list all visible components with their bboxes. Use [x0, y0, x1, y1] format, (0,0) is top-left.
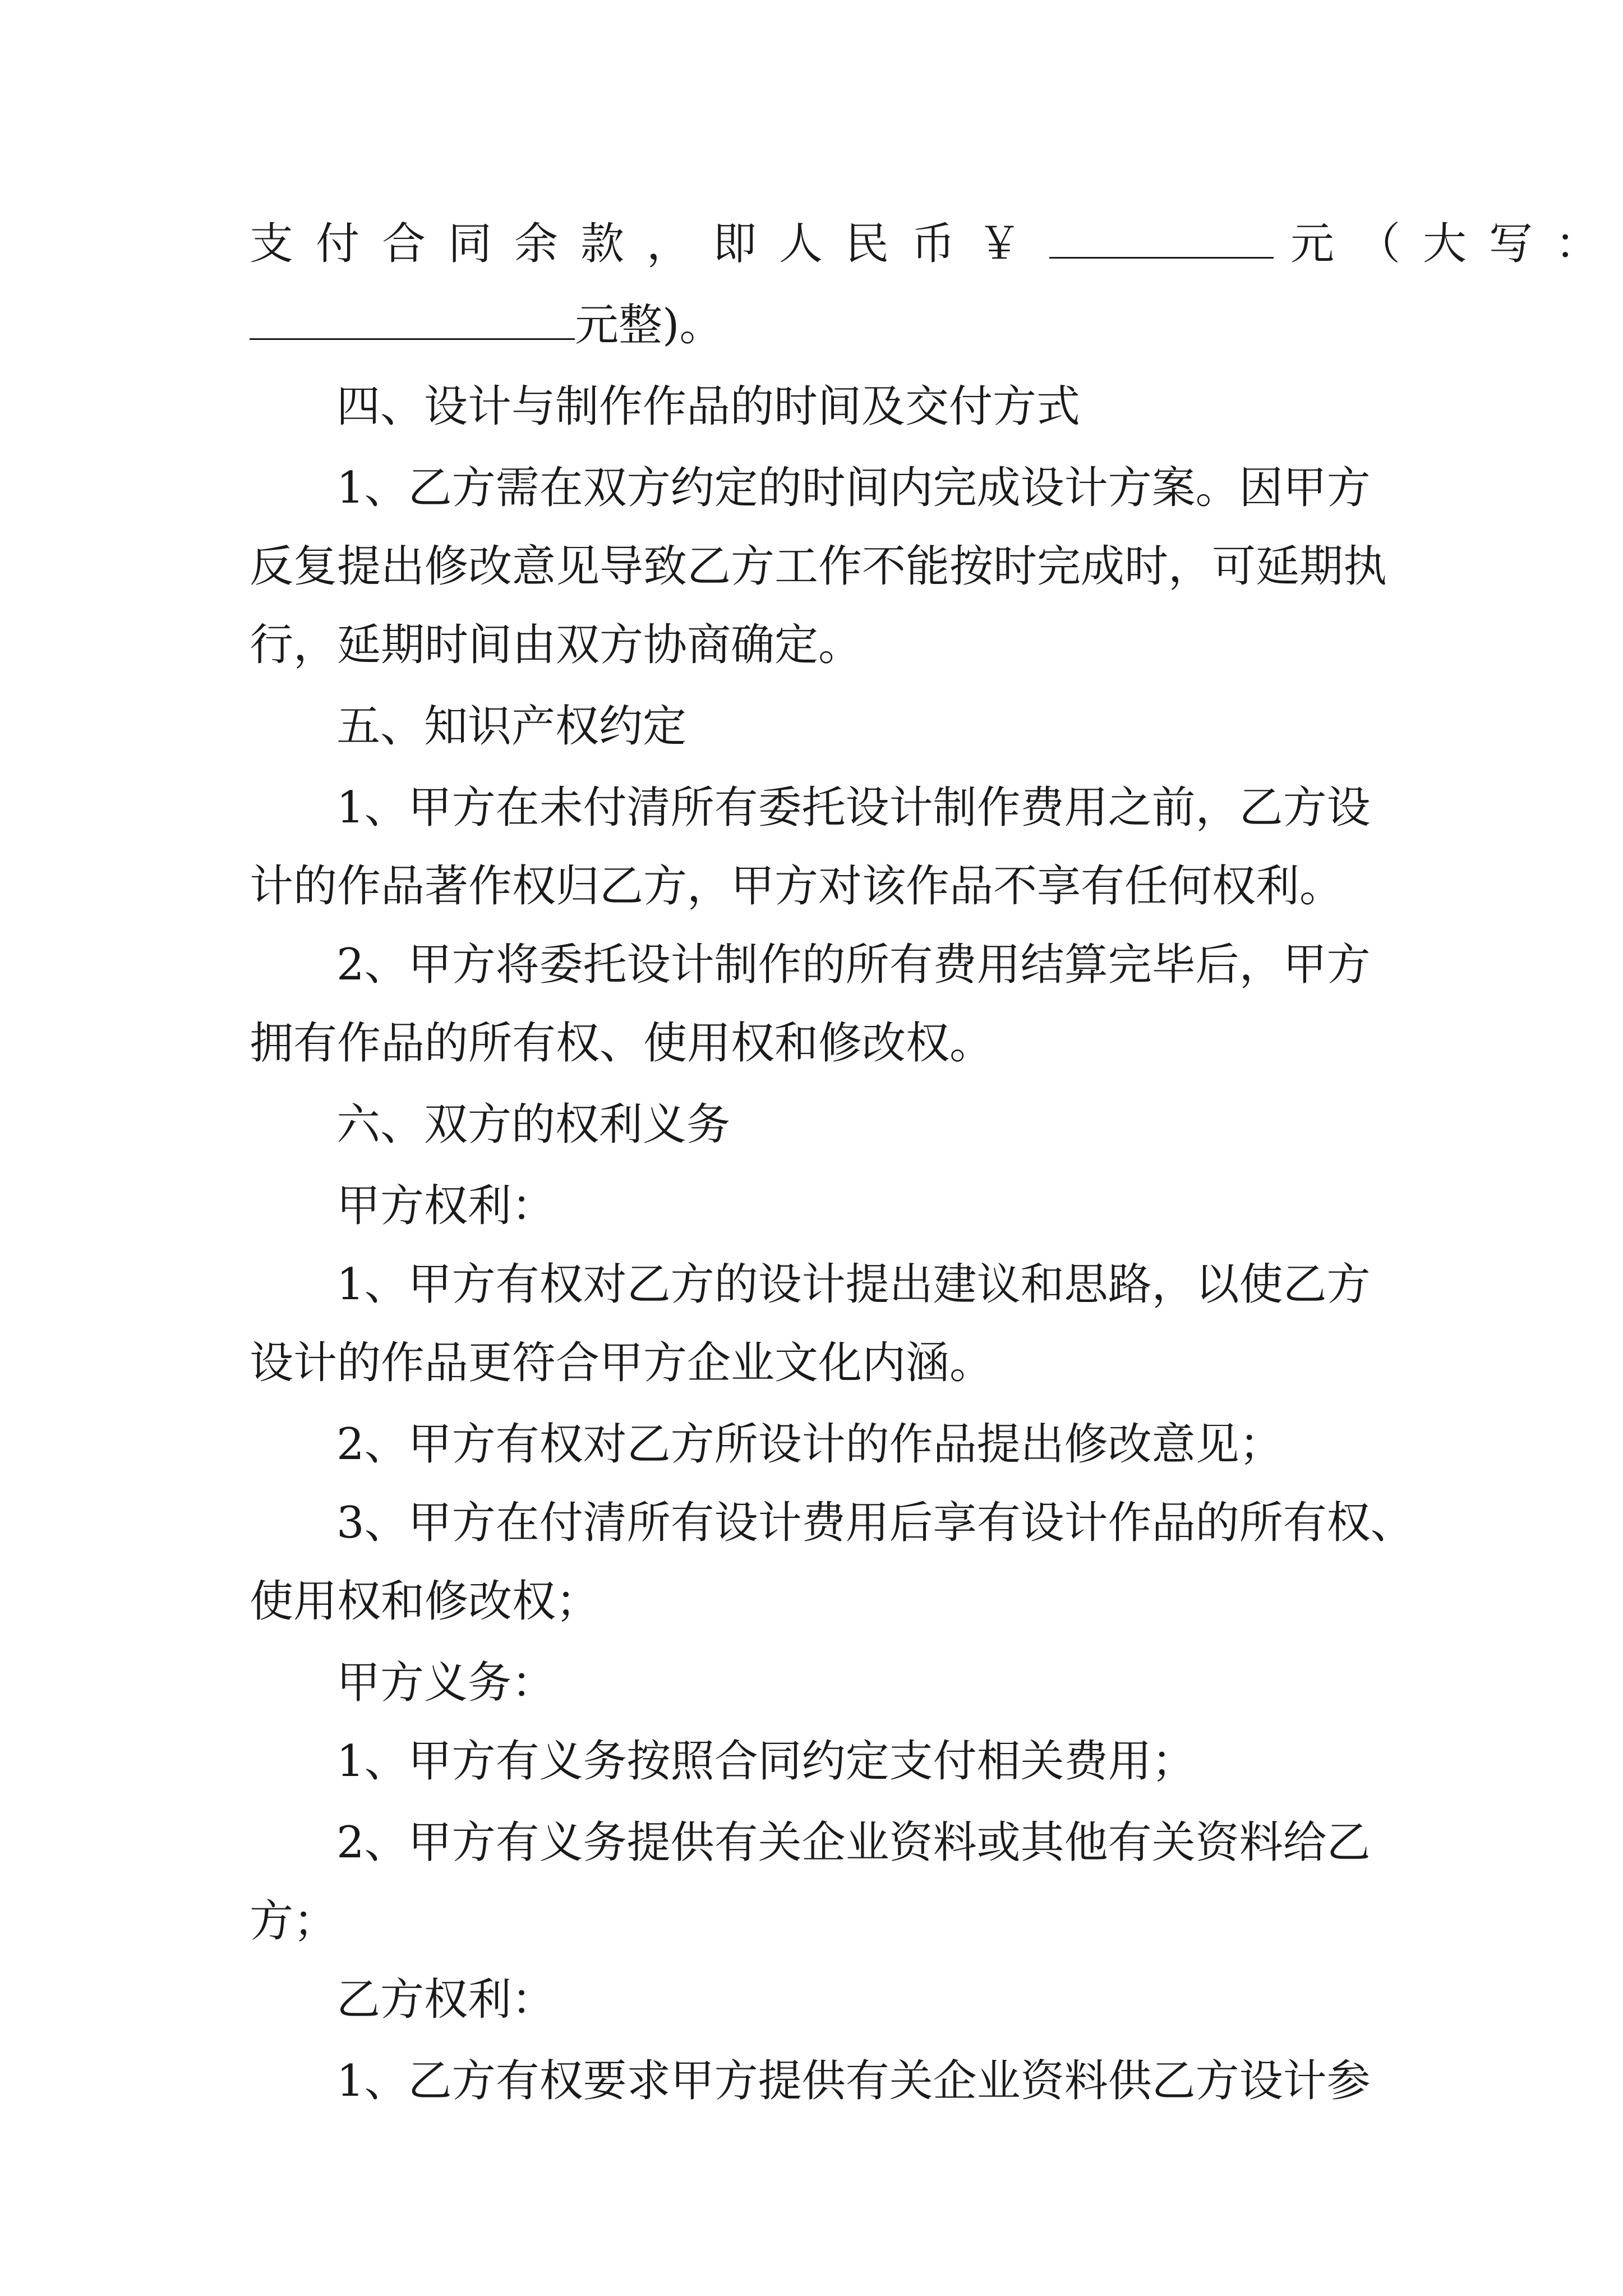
payment-balance-text: 支付合同余款，即人民币￥: [250, 219, 1044, 269]
section-5-heading: 五、知识产权约定: [336, 701, 687, 752]
paragraph-line: 使用权和修改权；: [250, 1576, 600, 1627]
section-4-heading: 四、设计与制作作品的时间及交付方式: [336, 381, 1081, 432]
uppercase-amount-line: [250, 283, 1623, 367]
party-a-rights-heading: 甲方权利：: [336, 1181, 556, 1231]
paragraph-line: 计的作品著作权归乙方，甲方对该作品不享有任何权利。: [250, 861, 1344, 912]
payment-balance-line: [250, 202, 1623, 286]
paragraph-line: 设计的作品更符合甲方企业文化内涵。: [250, 1338, 994, 1388]
paragraph-line: 1、甲方有义务按照合同约定支付相关费用；: [336, 1736, 1196, 1787]
uppercase-amount-suffix: 元整)。: [575, 300, 723, 351]
amount-blank: [1049, 218, 1274, 259]
payment-uppercase-label: 元（大写：: [1290, 219, 1622, 269]
paragraph-line: 1、乙方需在双方约定的时间内完成设计方案。因甲方: [336, 463, 1371, 513]
paragraph-line: 2、甲方有权对乙方所设计的作品提出修改意见；: [336, 1419, 1283, 1470]
uppercase-amount-blank: [250, 299, 575, 340]
paragraph-line: 1、甲方在未付清所有委托设计制作费用之前，乙方设: [336, 783, 1371, 833]
paragraph-line: 反复提出修改意见导致乙方工作不能按时完成时，可延期执: [250, 541, 1387, 592]
paragraph-line: 方；: [250, 1896, 338, 1947]
party-b-rights-heading: 乙方权利：: [336, 1975, 556, 2025]
paragraph-line: 3、甲方在付清所有设计费用后享有设计作品的所有权、: [336, 1498, 1414, 1548]
paragraph-line: 2、甲方将委托设计制作的所有费用结算完毕后，甲方: [336, 940, 1371, 990]
section-6-heading: 六、双方的权利义务: [336, 1099, 731, 1150]
paragraph-line: 行，延期时间由双方协商确定。: [250, 620, 863, 670]
party-a-obligations-heading: 甲方义务：: [336, 1658, 556, 1708]
paragraph-line: 1、甲方有权对乙方的设计提出建议和思路，以使乙方: [336, 1259, 1371, 1310]
paragraph-line: 1、乙方有权要求甲方提供有关企业资料供乙方设计参: [336, 2056, 1371, 2106]
paragraph-line: 2、甲方有义务提供有关企业资料或其他有关资料给乙: [336, 1818, 1371, 1868]
paragraph-line: 拥有作品的所有权、使用权和修改权。: [250, 1018, 994, 1069]
